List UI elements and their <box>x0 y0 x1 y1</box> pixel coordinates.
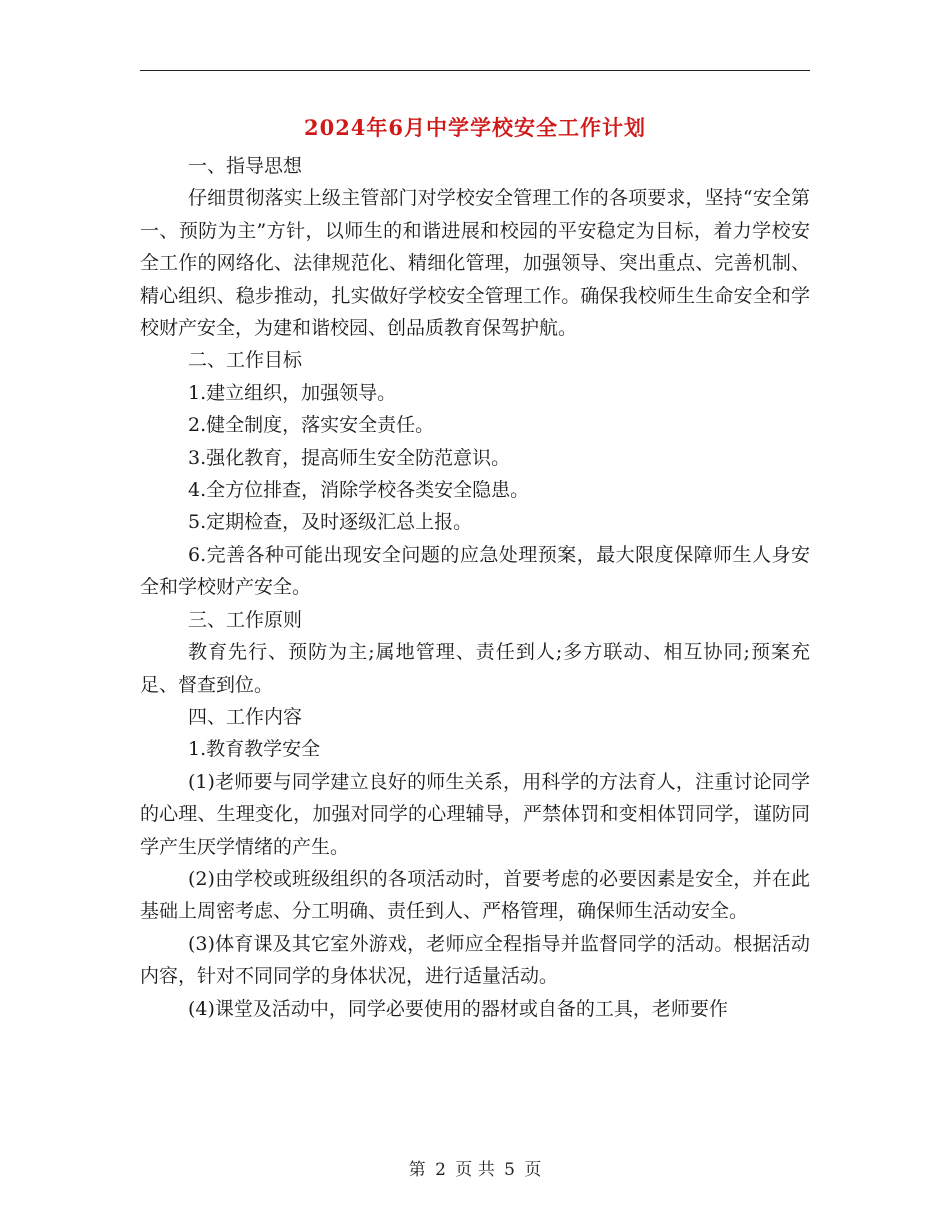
section-heading: 二、工作目标 <box>188 349 303 372</box>
list-item: 3.强化教育，提高师生安全防范意识。 <box>188 446 511 469</box>
list-item: 2.健全制度，落实安全责任。 <box>188 414 435 437</box>
paragraph: (3)体育课及其它室外游戏，老师应全程指导并监督同学的活动。根据活动内容，针对不同同学的身体状况，进行适量活动。 <box>140 932 810 988</box>
paragraph: 仔细贯彻落实上级主管部门对学校安全管理工作的各项要求，坚持“安全第一、预防为主”方针，以师生的和谐进展和校园的平安稳定为目标，着力学校安全工作的网络化、法律规范化、精细化管理，加强领导、突出重点、完善机制、精心组织、稳步推动，扎实做好学校安全管理工作。确保我校师生生命安全和学校财产安全，为建和谐校园、创品质教育保驾护航。 <box>140 187 810 340</box>
paragraph: (4)课堂及活动中，同学必要使用的器材或自备的工具，老师要作 <box>188 997 728 1020</box>
section-heading: 一、指导思想 <box>188 155 303 177</box>
list-item: 6.完善各种可能出现安全问题的应急处理预案，最大限度保障师生人身安全和学校财产安全。 <box>140 543 810 599</box>
total-page-count: 5 <box>504 1160 515 1180</box>
footer-prefix: 第 <box>408 1160 426 1180</box>
document-title: 2024年6月中学学校安全工作计划 <box>303 115 647 140</box>
paragraph: (2)由学校或班级组织的各项活动时，首要考虑的必要因素是安全，并在此基础上周密考虑、分工明确、责任到人、严格管理，确保师生活动安全。 <box>140 867 810 923</box>
subsection-heading: 1.教育教学安全 <box>188 738 321 761</box>
list-item: 1.建立组织，加强领导。 <box>188 381 397 404</box>
page-footer <box>0 1155 950 1180</box>
paragraph: (1)老师要与同学建立良好的师生关系，用科学的方法育人，注重讨论同学的心理、生理变化，加强对同学的心理辅导，严禁体罚和变相体罚同学，谨防同学产生厌学情绪的产生。 <box>140 770 810 858</box>
document-body <box>140 150 810 1025</box>
section-heading: 四、工作内容 <box>188 705 303 728</box>
section-heading: 三、工作原则 <box>188 608 303 631</box>
footer-middle: 页 共 <box>455 1160 495 1180</box>
list-item: 4.全方位排查，消除学校各类安全隐患。 <box>188 479 530 502</box>
paragraph: 教育先行、预防为主;属地管理、责任到人;多方联动、相互协同;预案充足、督查到位。 <box>140 641 810 696</box>
footer-suffix: 页 <box>524 1160 542 1180</box>
list-item: 5.定期检查，及时逐级汇总上报。 <box>188 511 473 534</box>
current-page-number: 2 <box>435 1160 446 1180</box>
header-rule <box>140 70 810 71</box>
